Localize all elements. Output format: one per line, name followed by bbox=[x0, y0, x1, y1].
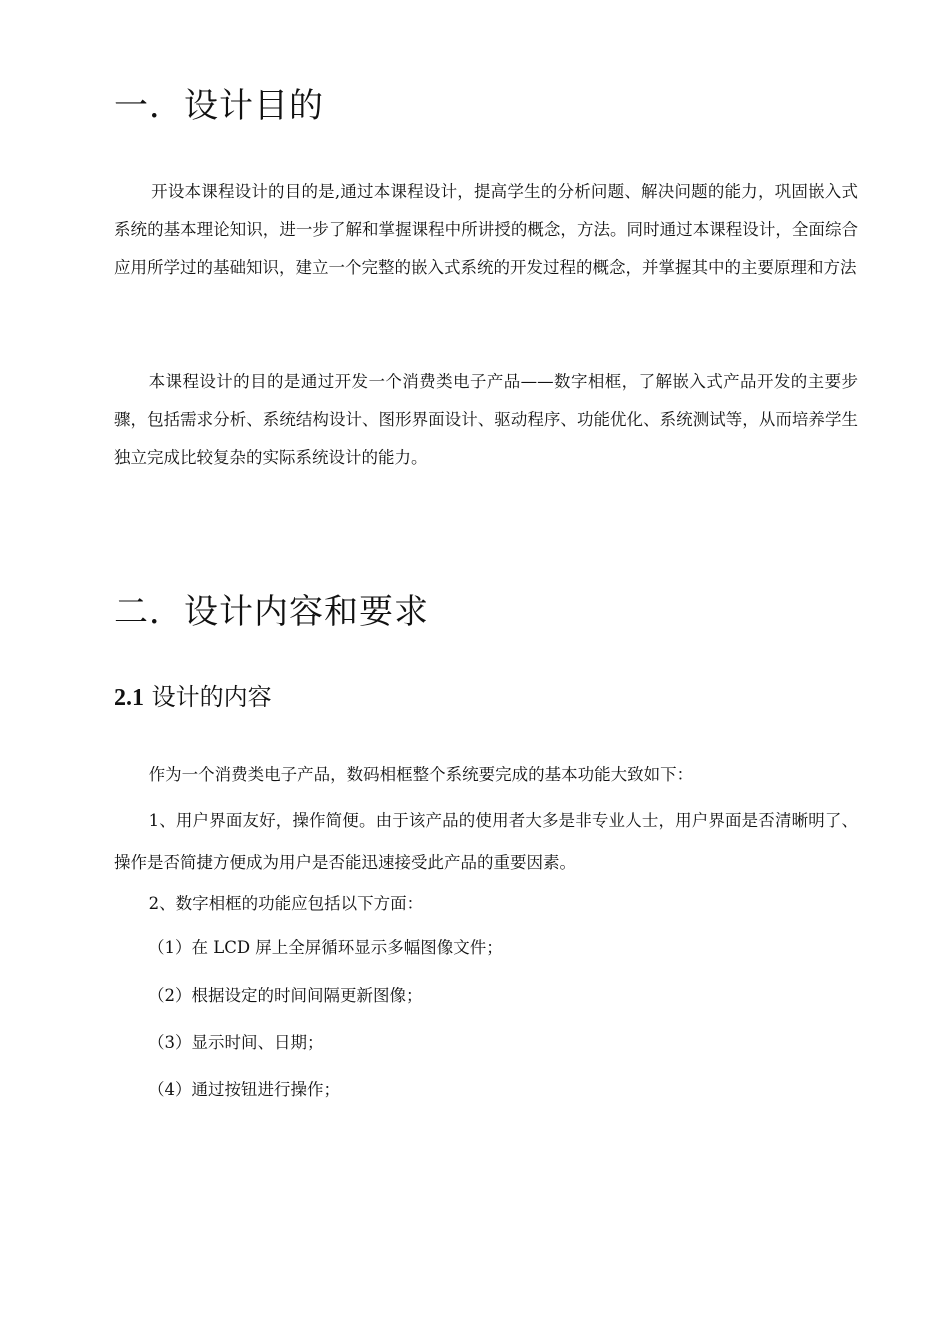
feature-item-1: （1）在 LCD 屏上全屏循环显示多幅图像文件； bbox=[148, 938, 503, 957]
subsection-number: 2.1 bbox=[114, 685, 144, 711]
feature-item-2: （2）根据设定的时间间隔更新图像； bbox=[148, 986, 423, 1005]
section-2-point-2: 2、数字相框的功能应包括以下方面： bbox=[148, 894, 424, 913]
feature-item-4: （4）通过按钮进行操作； bbox=[148, 1080, 340, 1099]
section-2-title: 二．设计内容和要求 bbox=[114, 592, 429, 632]
section-1-title: 一．设计目的 bbox=[114, 86, 324, 126]
section-2-intro: 作为一个消费类电子产品，数码相框整个系统要完成的基本功能大致如下： bbox=[148, 765, 694, 784]
subsection-title: 设计的内容 bbox=[151, 683, 272, 711]
section-1-paragraph-2: 本课程设计的目的是通过开发一个消费类电子产品——数字相框，了解嵌入式产品开发的主要步骤，包括需求分析、系统结构设计、图形界面设计、驱动程序、功能优化、系统测试等，从而培养学生独立完成比较复杂的实际系统设计的能力。 bbox=[114, 372, 858, 467]
section-2-point-1: 1、用户界面友好，操作简便。由于该产品的使用者大多是非专业人士，用户界面是否清晰明了、操作是否简捷方便成为用户是否能迅速接受此产品的重要因素。 bbox=[114, 811, 858, 872]
subsection-2-1-heading bbox=[114, 681, 272, 714]
section-1-paragraph-1: 开设本课程设计的目的是,通过本课程设计，提高学生的分析问题、解决问题的能力，巩固嵌入式系统的基本理论知识，进一步了解和掌握课程中所讲授的概念，方法。同时通过本课程设计，全面综合应用所学过的基础知识，建立一个完整的嵌入式系统的开发过程的概念，并掌握其中的主要原理和方法 bbox=[114, 182, 858, 277]
feature-item-3: （3）显示时间、日期； bbox=[148, 1033, 324, 1052]
